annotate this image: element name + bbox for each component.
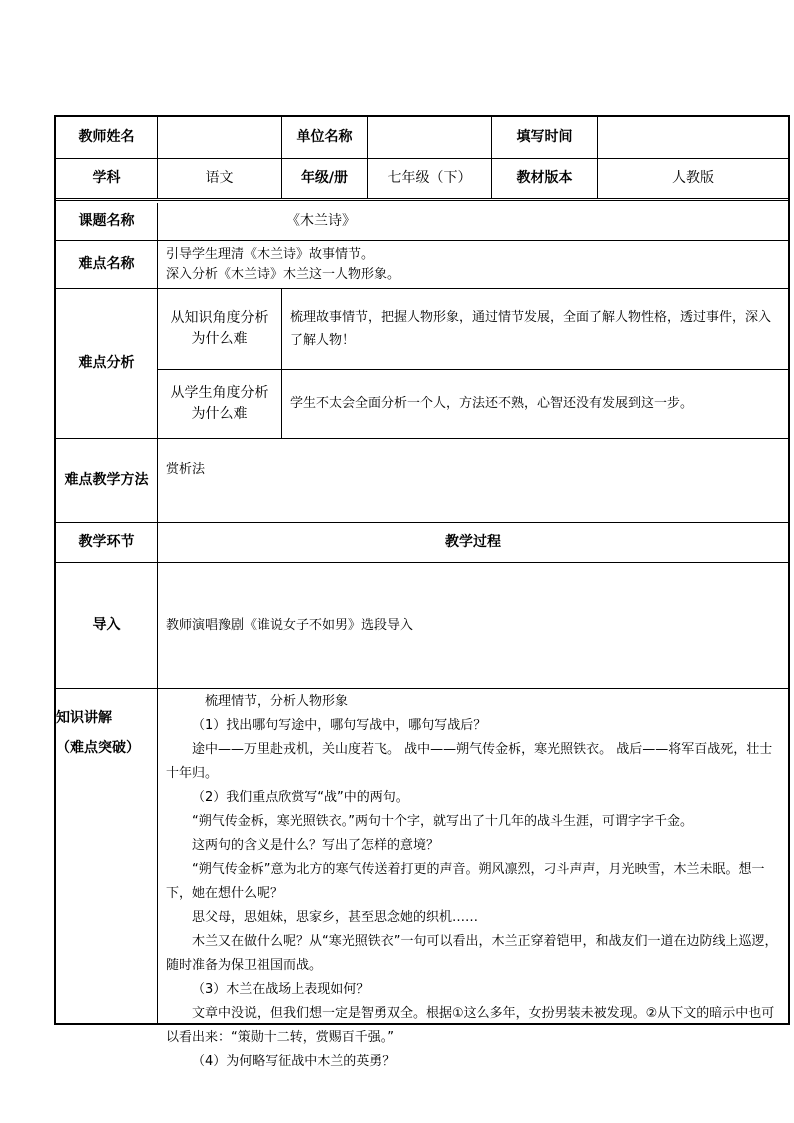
knowledge-paragraph: （1）找出哪句写途中，哪句写战中，哪句写战后？ xyxy=(192,718,487,733)
unit-name-value[interactable] xyxy=(368,117,492,158)
knowledge-label-line: （难点突破） xyxy=(56,740,140,756)
knowledge-angle-line: 从知识角度分析 xyxy=(170,310,269,326)
analysis-student-row xyxy=(158,369,788,438)
student-angle-line: 为什么难 xyxy=(191,405,248,422)
row-process-header xyxy=(56,523,788,563)
difficulty-line: 深入分析《木兰诗》木兰这一人物形象。 xyxy=(166,266,401,282)
analysis-knowledge-row xyxy=(158,289,788,370)
difficulty-line: 引导学生理清《木兰诗》故事情节。 xyxy=(166,246,375,262)
knowledge-paragraph: “朔气传金柝”意为北方的寒气传送着打更的声音。朔风凛烈，刁斗声声，月光映雪，木兰未眠。想一下，她在想什么呢？ xyxy=(166,862,765,901)
row-teacher-info xyxy=(56,117,788,159)
analysis-label: 难点分析 xyxy=(56,289,158,438)
teacher-name-label: 教师姓名 xyxy=(56,117,158,158)
teacher-name-value[interactable] xyxy=(158,117,282,158)
knowledge-paragraph: “朔气传金柝，寒光照铁衣。”两句十个字，就写出了十几年的战斗生涯，可谓字字千金。 xyxy=(192,814,693,829)
knowledge-paragraph: （2）我们重点欣赏写“战”中的两句。 xyxy=(192,790,409,805)
teaching-stage-label: 教学环节 xyxy=(56,523,158,562)
row-knowledge xyxy=(56,689,788,1069)
unit-name-label: 单位名称 xyxy=(282,117,368,158)
subject-value: 语文 xyxy=(158,159,282,198)
knowledge-paragraph: 文章中没说，但我们想一定是智勇双全。根据①这么多年，女扮男装未被发现。②从下文的暗示中也可以看出来：“策勋十二转，赏赐百千强。” xyxy=(166,1006,775,1045)
edition-value: 人教版 xyxy=(672,170,714,186)
grade-label: 年级/册 xyxy=(282,159,368,198)
row-difficulty xyxy=(56,241,788,289)
knowledge-paragraph: 梳理情节，分析人物形象 xyxy=(205,694,349,709)
knowledge-paragraph: 途中——万里赴戎机，关山度若飞。 战中——朔气传金柝，寒光照铁衣。 战后——将军百战死，壮士十年归。 xyxy=(166,742,773,781)
knowledge-content xyxy=(158,689,788,1069)
intro-value: 教师演唱豫剧《谁说女子不如男》选段导入 xyxy=(166,618,414,633)
difficulty-value xyxy=(158,241,788,288)
knowledge-label-line: 知识讲解 xyxy=(56,710,112,726)
knowledge-label xyxy=(56,689,158,1023)
knowledge-paragraph: 思父母，思姐妹，思家乡，甚至思念她的织机…… xyxy=(192,910,479,925)
difficulty-label: 难点名称 xyxy=(56,241,158,288)
row-analysis xyxy=(56,289,788,439)
topic-label: 课题名称 xyxy=(56,203,158,240)
subject-label: 学科 xyxy=(56,159,158,198)
fill-date-value[interactable] xyxy=(598,117,788,158)
knowledge-paragraph: （3）木兰在战场上表现如何？ xyxy=(192,982,370,997)
student-angle-label xyxy=(158,369,282,438)
row-topic xyxy=(56,203,788,241)
method-value: 赏析法 xyxy=(166,462,206,477)
intro-label: 导入 xyxy=(56,563,158,688)
edition-label: 教材版本 xyxy=(492,159,598,198)
knowledge-paragraph: 木兰又在做什么呢？从“寒光照铁衣”一句可以看出，木兰正穿着铠甲，和战友们一道在边防线上巡逻，随时准备为保卫祖国而战。 xyxy=(166,934,778,973)
student-angle-line: 从学生角度分析 xyxy=(170,384,269,401)
row-method xyxy=(56,439,788,523)
knowledge-angle-line: 为什么难 xyxy=(191,331,248,347)
row-intro xyxy=(56,563,788,689)
row-subject-info xyxy=(56,159,788,201)
lesson-plan-table xyxy=(54,115,790,1069)
grade-value: 七年级（下） xyxy=(368,159,492,198)
topic-value: 《木兰诗》 xyxy=(286,213,356,229)
knowledge-paragraph: （4）为何略写征战中木兰的英勇？ xyxy=(192,1054,396,1069)
knowledge-angle-text: 梳理故事情节，把握人物形象，通过情节发展，全面了解人物性格，透过事件，深入了解人物！ xyxy=(290,310,772,348)
method-label: 难点教学方法 xyxy=(56,439,158,522)
teaching-process-label: 教学过程 xyxy=(445,534,501,550)
knowledge-paragraph: 这两句的含义是什么？写出了怎样的意境？ xyxy=(192,838,440,853)
student-angle-text: 学生不太会全面分析一个人，方法还不熟，心智还没有发展到这一步。 xyxy=(290,396,694,411)
fill-date-label: 填写时间 xyxy=(492,117,598,158)
knowledge-angle-label xyxy=(158,289,282,369)
